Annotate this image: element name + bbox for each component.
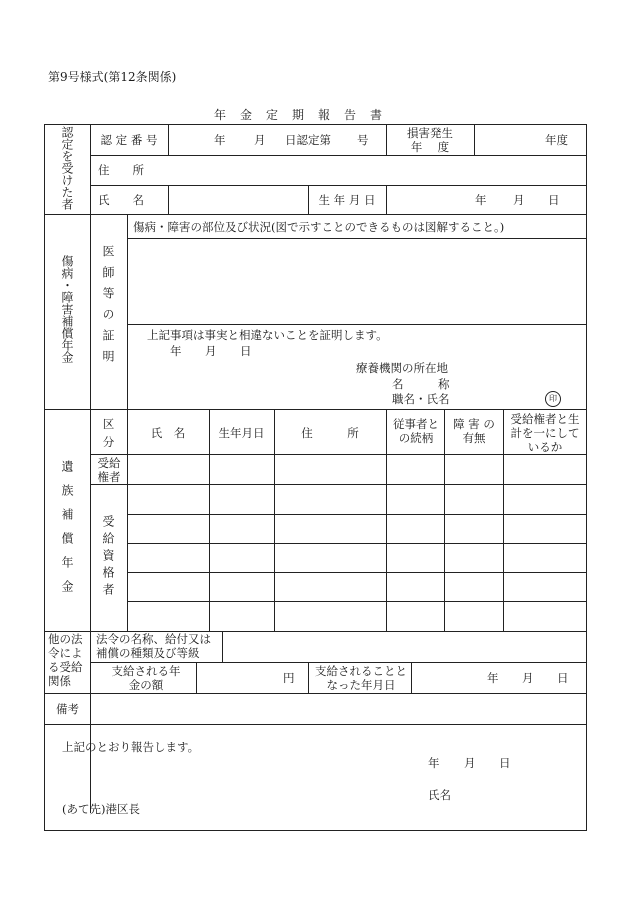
certify-day-label: 日 [240, 344, 252, 358]
eligible-label: 受給資格者 [101, 515, 115, 600]
cert-year-label: 年 [214, 133, 226, 147]
col-dob: 生年月日 [218, 426, 265, 440]
report-month-label: 月 [464, 756, 476, 770]
seal-icon: 印 [545, 391, 561, 407]
certify-statement: 上記事項は事実と相違ないことを証明します。 [147, 328, 388, 342]
payment-day-label: 日 [557, 671, 569, 685]
other-law-label: 他の法令による受給関係 [48, 632, 83, 688]
addressee: (あて先)港区長 [62, 802, 140, 816]
rights-holder-label: 受給権者 [97, 456, 121, 484]
law-name-label: 法令の名称、給付又は補償の種類及び等級 [96, 632, 211, 660]
yen-unit: 円 [283, 671, 295, 685]
col-category-1: 区 [102, 417, 115, 431]
recipient-section-label: 認定を受けた者 [60, 126, 74, 210]
dob-label: 生 年 月 日 [318, 193, 376, 207]
dob-year-label: 年 [475, 193, 487, 207]
report-day-label: 日 [499, 756, 511, 770]
cert-month-label: 月 [254, 133, 266, 147]
cert-day-number-label: 日認定第 [285, 133, 331, 147]
certify-year-label: 年 [170, 344, 182, 358]
payment-month-label: 月 [522, 671, 534, 685]
col-livelihood: 受給権者と生計を一にしているか [510, 412, 580, 454]
doctor-certification-label: 医師等の証明 [101, 245, 115, 371]
col-relation: 従事者との続柄 [393, 417, 439, 445]
address-label: 住 所 [98, 163, 144, 177]
dob-month-label: 月 [513, 193, 525, 207]
report-statement: 上記のとおり報告します。 [62, 740, 200, 754]
damage-year-label-line2: 年 度 [410, 140, 450, 154]
form-number: 第9号様式(第12条関係) [48, 70, 177, 84]
col-category-2: 分 [102, 435, 115, 449]
facility-address-label: 療養機関の所在地 [356, 361, 448, 375]
col-disability: 障 害 の 有無 [453, 417, 495, 445]
document-title: 年金定期報告書 [214, 108, 397, 122]
title-name-label: 職名・氏名 [392, 392, 450, 406]
certify-month-label: 月 [205, 344, 217, 358]
col-address: 住 所 [301, 426, 359, 440]
survivor-section-label: 遺族補償年金 [60, 460, 74, 604]
report-year-label: 年 [428, 756, 440, 770]
reporter-name-label: 氏名 [428, 788, 451, 802]
dob-day-label: 日 [548, 193, 560, 207]
payment-date-label: 支給されることとなった年月日 [315, 664, 407, 692]
remarks-label: 備考 [56, 702, 79, 716]
pension-amount-label: 支給される年金の額 [111, 664, 181, 692]
payment-year-label: 年 [487, 671, 499, 685]
fiscal-year-suffix: 年度 [545, 133, 568, 147]
facility-name-label: 名 称 [392, 377, 450, 391]
condition-heading: 傷病・障害の部位及び状況(図で示すことのできるものは図解すること。) [133, 220, 505, 234]
cert-number-suffix: 号 [357, 133, 369, 147]
col-name: 氏 名 [150, 426, 186, 440]
name-label: 氏 名 [98, 193, 144, 207]
damage-year-label-line1: 損害発生 [407, 126, 453, 140]
cert-number-label: 認 定 番 号 [100, 133, 158, 147]
injury-section-label: 傷病・障害補償年金 [60, 255, 74, 363]
